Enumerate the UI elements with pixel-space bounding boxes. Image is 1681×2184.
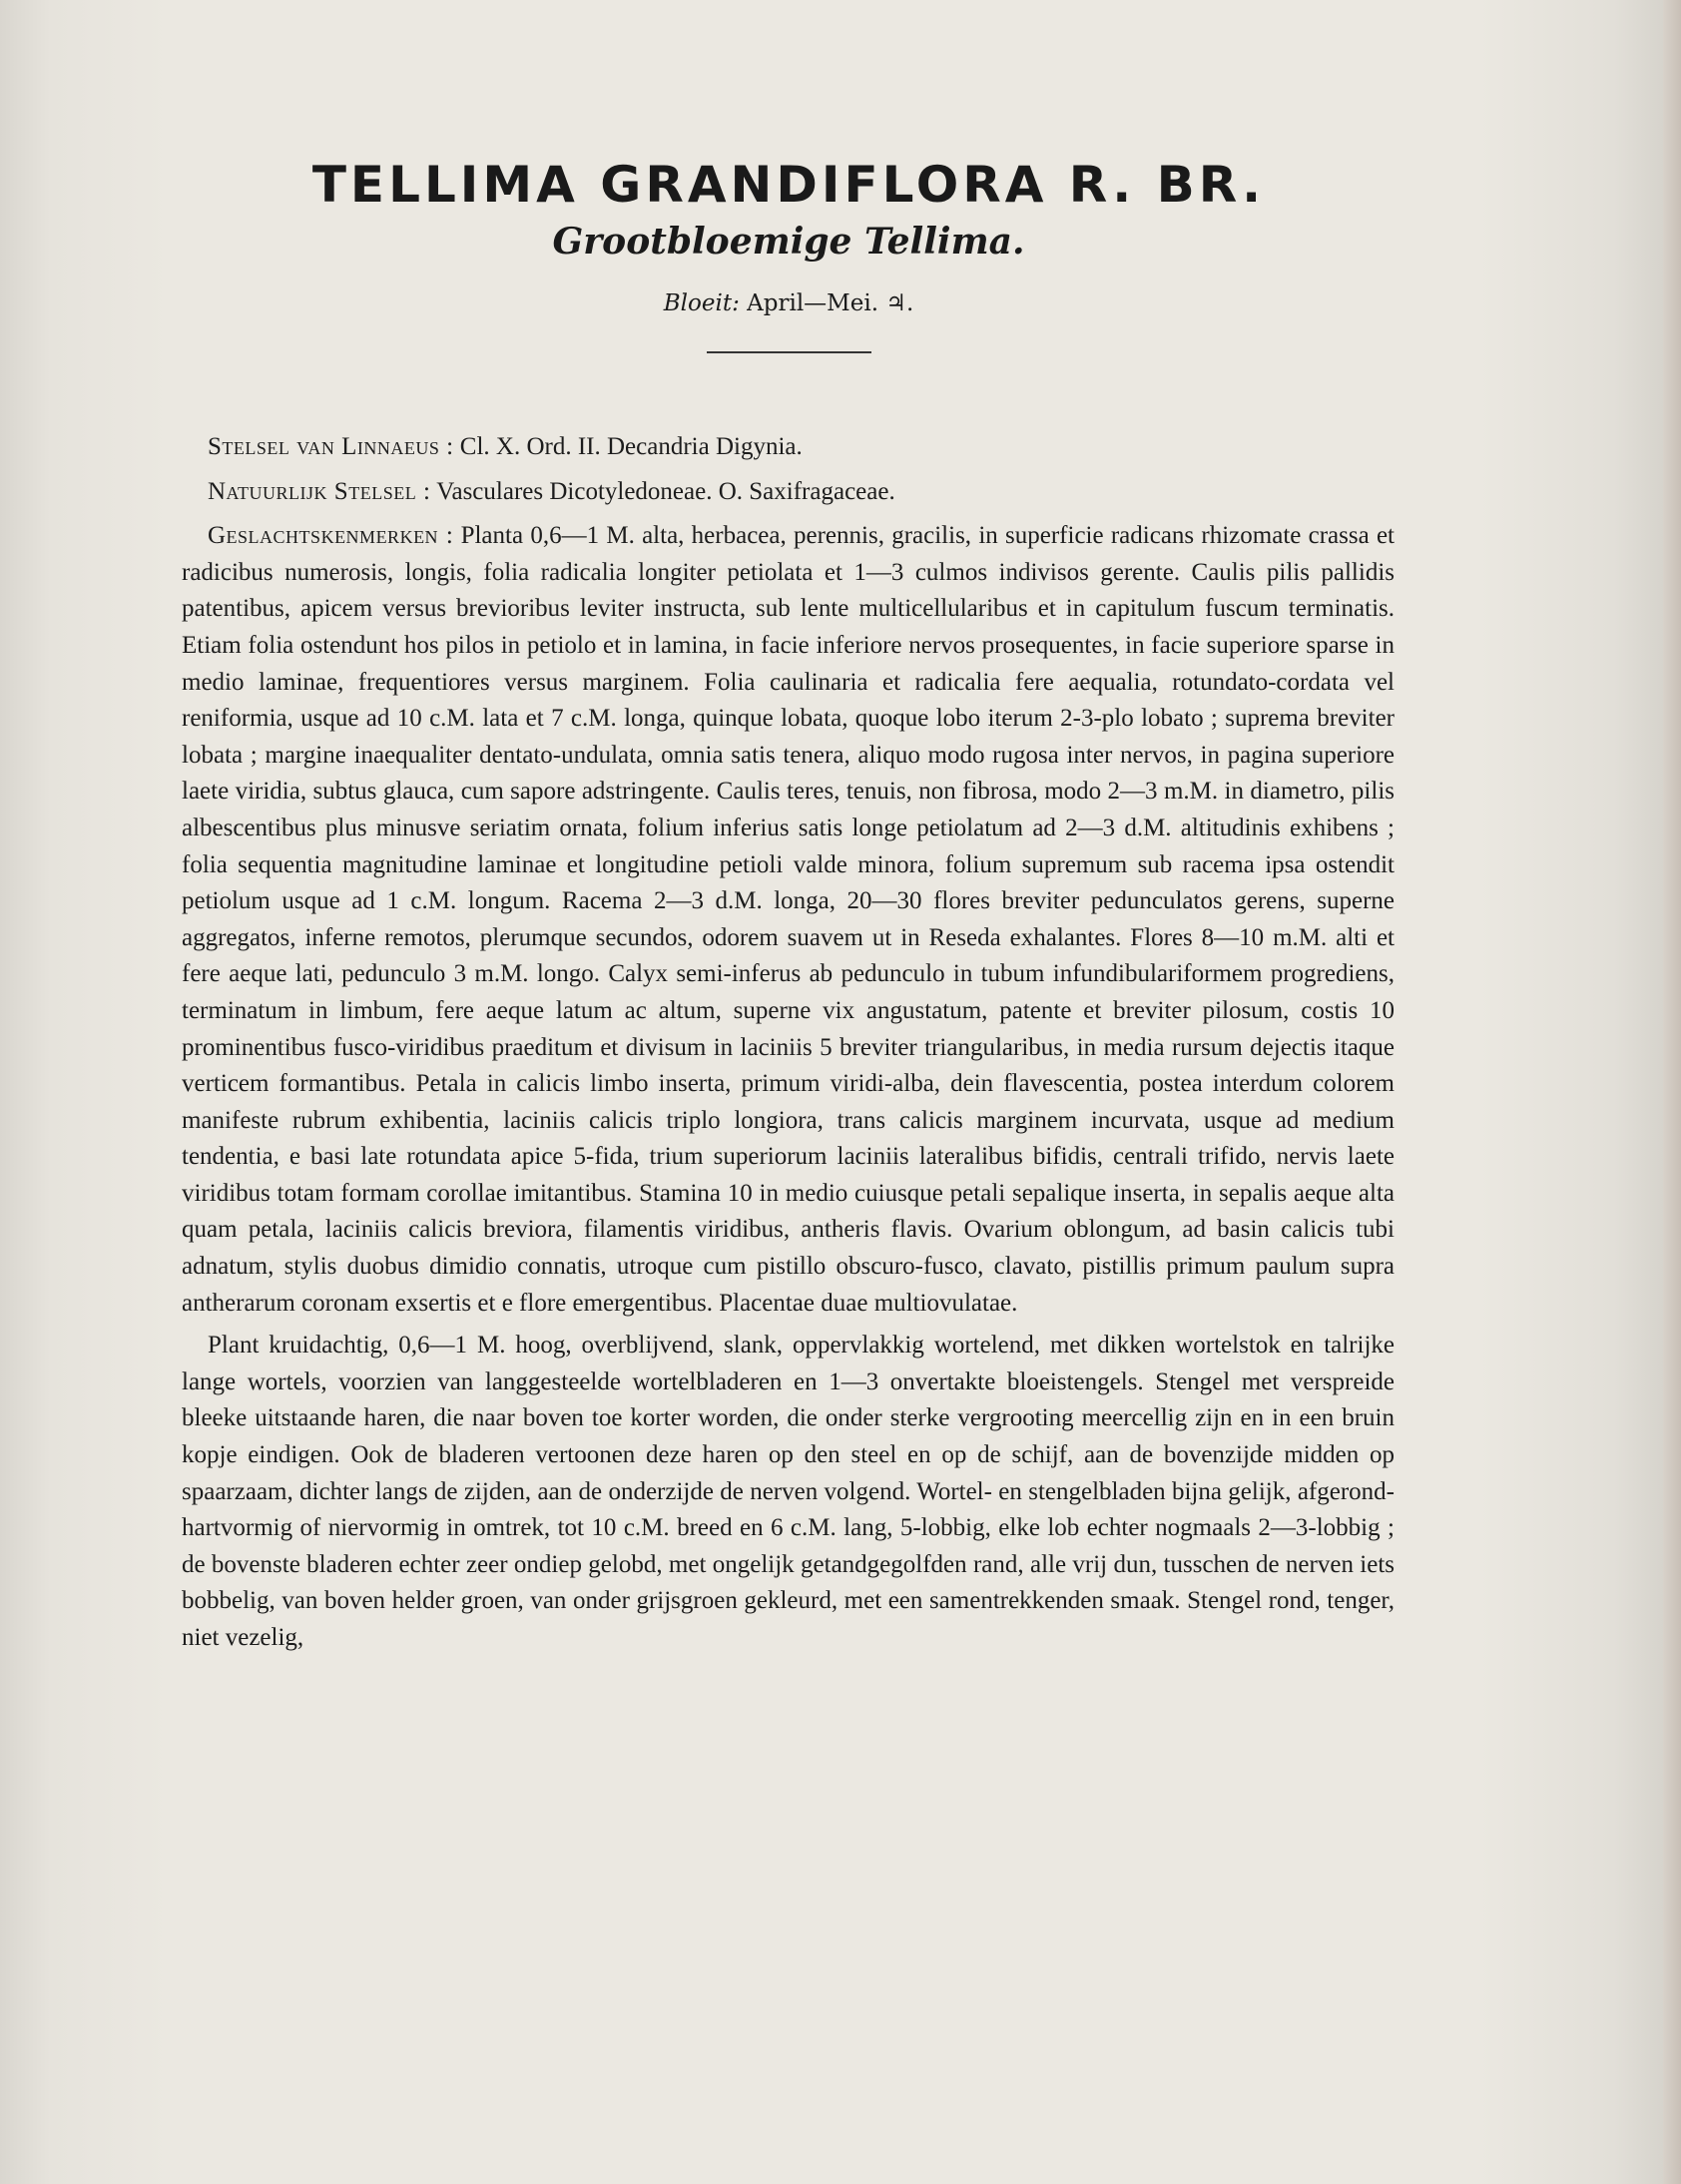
page-edge (1663, 0, 1681, 2184)
natural-system (182, 474, 1395, 511)
latin-text: Planta 0,6—1 M. alta, herbacea, perennis, gracilis, in superficie radicans rhizomate crassa et radicibus numerosis, longis, folia radicalia longiter petiolata et 1—3 culmos indivisos gerente. Caulis pilis pallidis patentibus, apicem versus brevioribus leviter instructa, sub lente multicellularibus et in capitulum fuscum terminatis. Etiam folia ostendunt hos pilos in petiolo et in lamina, in facie inferiore nervos prosequentes, in facie superiore sparse in medio laminae, frequentiores versus marginem. Folia caulinaria et radicalia fere aequalia, rotundato-cordata vel reniformia, usque ad 10 c.M. lata et 7 c.M. longa, quinque lobata, quoque lobo iterum 2-3-plo lobato ; suprema breviter lobata ; margine inaequaliter dentato-undulata, omnia satis tenera, aliquo modo rugosa inter nervos, in pagina superiore laete viridia, subtus glauca, cum sapore adstringente. Caulis teres, tenuis, non fibrosa, modo 2—3 m.M. in diametro, pilis albescentibus plus minusve seriatim ornata, folium inferius satis longe petiolatum ad 2—3 d.M. altitudinis exhibens ; folia sequentia magnitudine laminae et longitudine petioli valde minora, folium supremum sub racema ipsa ostendit petiolum usque ad 1 c.M. longum. Racema 2—3 d.M. longa, 20—30 flores breviter pedunculatos gerens, superne aggregatos, inferne remotos, plerumque secundos, odorem suavem ut in Reseda exhalantes. Flores 8—10 m.M. alti et fere aeque lati, pedunculo 3 m.M. longo. Calyx semi-inferus ab pedunculo in tubum infundibulariformem progrediens, terminatum in limbum, fere aeque latum ac altum, superne vix angustatum, patente et breviter pilosum, costis 10 prominentibus fusco-viridibus praeditum et divisum in laciniis 5 breviter triangularibus, in media rursum dejectis itaque verticem formantibus. Petala in calicis limbo inserta, primum viridi-alba, dein flavescentia, postea interdum colorem manifeste rubrum exhibentia, laciniis calicis triplo longiora, trans calicis marginem incurvata, usque ad medium tendentia, e basi late rotundata apice 5-fida, trium superiorum laciniis lateralibus bifidis, centrali trifido, nervis laete viridibus totam formam corollae imitantibus. Stamina 10 in medio cuiusque petali sepalique inserta, in sepalis aeque alta quam petala, laciniis calicis breviora, filamentis viridibus, antheris flavis. Ovarium oblongum, ad basin calicis tubi adnatum, stylis duobus dimidio connatis, utroque cum pistillo obscuro-fusco, clavato, pistillis primum paulum supra antherarum coronam exsertis et e flore emergentibus. Placentae duae multiovulatae. (182, 522, 1396, 1317)
species-common-name: Grootbloemige Tellima. (552, 221, 1025, 263)
dutch-description: Plant kruidachtig, 0,6—1 M. hoog, overblijvend, slank, oppervlakkig wortelend, met dikken wortelstok en talrijke lange wortels, voorzien van langgesteelde wortelbladeren en 1—3 onvertakte bloeistengels. Stengel met verspreide bleeke uitstaande haren, die naar boven toe korter worden, die onder sterke vergrooting meercellig zijn en in een bruin kopje eindigen. Ook de bladeren vertoonen deze haren op den steel en op de schijf, aan de bovenzijde midden op spaarzaam, dichter langs de zijden, aan de onderzijde de nerven volgend. Wortel- en stengelbladen bijna gelijk, afgerond-hartvormig of niervormig in omtrek, tot 10 c.M. breed en 6 c.M. lang, 5-lobbig, elke lob echter nogmaals 2—3-lobbig ; de bovenste bladeren echter zeer ondiep gelobd, met ongelijk getandgegolfden rand, alle vrij dun, tusschen de nerven iets bobbelig, van boven helder groen, van onder grijsgroen gekleurd, met een samentrekkenden smaak. Stengel rond, tenger, niet vezelig, (182, 1332, 1395, 1651)
linnaeus-value: Cl. X. Ord. II. Decandria Digynia. (459, 433, 803, 460)
latin-label: Geslachtskenmerken : (208, 522, 454, 550)
linnaeus-label: Stelsel van Linnaeus : (208, 433, 454, 460)
latin-description (182, 518, 1395, 1322)
body-text (182, 429, 1395, 1657)
linnaeus-system (182, 429, 1395, 466)
header-divider (707, 351, 871, 353)
bloom-period (180, 283, 1398, 323)
bloom-value: April—Mei. ♃. (747, 290, 914, 316)
natural-label: Natuurlijk Stelsel : (208, 477, 431, 505)
header (180, 150, 1398, 353)
natural-value: Vasculares Dicotyledoneae. O. Saxifragaceae. (436, 477, 895, 505)
species-title: TELLIMA GRANDIFLORA R. BR. (311, 156, 1266, 214)
bloom-label: Bloeit: (663, 290, 740, 316)
